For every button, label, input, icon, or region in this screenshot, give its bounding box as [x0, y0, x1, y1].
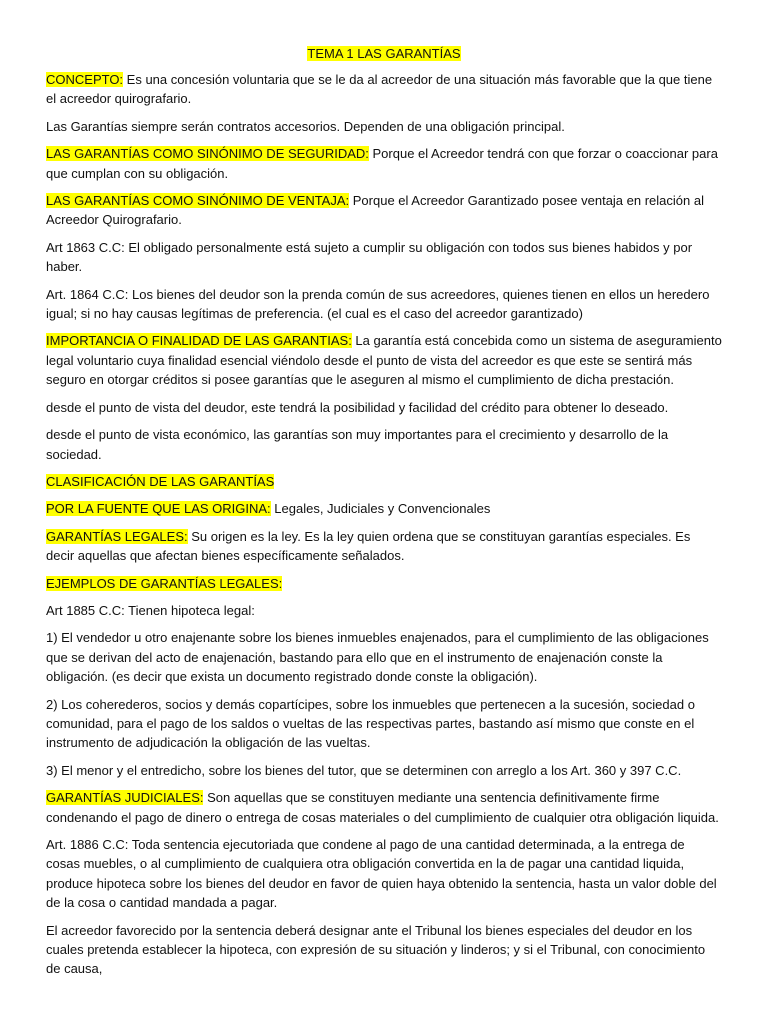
paragraph-text: Art 1885 C.C: Tienen hipoteca legal:	[46, 602, 255, 618]
paragraph-text: La garantía está concebida como un sistema de aseguramiento legal voluntario cuya finalidad esencial viéndolo desde el punto de vista del acreedor es que este se sentirá más seguro en otorgar créditos si posee garantías que le aseguren al mismo el cumplimiento de dicha prestación.	[46, 333, 722, 388]
paragraph-label: LAS GARANTÍAS COMO SINÓNIMO DE SEGURIDAD:	[46, 146, 369, 162]
paragraph-text: El acreedor favorecido por la sentencia deberá designar ante el Tribunal los bienes especiales del deudor en los cuales pretenda establecer la hipoteca, con expresión de su situación y linderos; y si el Tribunal, con conocimiento de causa,	[46, 922, 706, 977]
paragraph-label: CONCEPTO:	[46, 72, 124, 87]
paragraph-text: desde el punto de vista económico, las garantías son muy importantes para el crecimiento y desarrollo de la sociedad.	[46, 427, 669, 462]
paragraph-art-1885	[46, 601, 722, 620]
paragraph-garantias-judiciales	[46, 788, 722, 827]
paragraph-text: Porque el Acreedor tendrá con que forzar o coaccionar para que cumplan con su obligación.	[46, 146, 718, 181]
paragraph-text: Son aquellas que se constituyen mediante una sentencia definitivamente firme condenando el pago de dinero o entrega de cosas materiales o del cumplimiento de cualquier otra obligación liquida.	[46, 790, 719, 825]
paragraph-label: GARANTÍAS JUDICIALES:	[46, 790, 204, 806]
paragraph-text: Las Garantías siempre serán contratos accesorios. Dependen de una obligación principal.	[46, 118, 565, 134]
paragraph-ventaja	[46, 191, 722, 230]
paragraph-text: 2) Los coherederos, socios y demás copartícipes, sobre los inmuebles que pertenecen a la sucesión, sociedad o comunidad, para el pago de los saldos o vueltas de las respectivas partes, bastando así mismo que conste en el instrumento de adjudicación la obligación de las vueltas.	[46, 696, 695, 751]
heading-clasificacion	[46, 472, 722, 491]
paragraph-text: Porque el Acreedor Garantizado posee ventaja en relación al Acreedor Quirografario.	[46, 193, 704, 228]
paragraph-label: EJEMPLOS DE GARANTÍAS LEGALES:	[46, 575, 283, 591]
paragraph-item-1	[46, 628, 722, 686]
paragraph-importancia	[46, 331, 722, 389]
paragraph-art-1863	[46, 238, 722, 277]
paragraph-label: IMPORTANCIA O FINALIDAD DE LAS GARANTIAS:	[46, 333, 352, 349]
paragraph-label: POR LA FUENTE QUE LAS ORIGINA:	[46, 501, 271, 517]
paragraph-contratos-accesorios	[46, 117, 722, 136]
paragraph-label: GARANTÍAS LEGALES:	[46, 528, 188, 544]
paragraph-text: Su origen es la ley. Es la ley quien ordena que se constituyan garantías especiales. Es decir aquellas que afectan bienes específicamente señalados.	[46, 528, 691, 564]
paragraph-text: 3) El menor y el entredicho, sobre los bienes del tutor, que se determinen con arreglo a los Art. 360 y 397 C.C.	[46, 762, 682, 778]
paragraph-concepto	[46, 70, 722, 109]
paragraph-text: Art. 1864 C.C: Los bienes del deudor son la prenda común de sus acreedores, quienes tienen en ellos un heredero igual; si no hay causas legítimas de preferencia. (el cual es el caso del acreedor garantizado)	[46, 286, 710, 322]
paragraph-art-1864	[46, 285, 722, 324]
paragraph-text: Art 1863 C.C: El obligado personalmente está sujeto a cumplir su obligación con todos sus bienes habidos y por haber.	[46, 239, 693, 275]
title-highlight: TEMA 1 LAS GARANTÍAS	[307, 46, 461, 61]
paragraph-text: Legales, Judiciales y Convencionales	[270, 501, 491, 517]
paragraph-fuente	[46, 499, 722, 518]
paragraph-item-2	[46, 695, 722, 753]
document-title	[46, 44, 722, 63]
paragraph-punto-vista-economico	[46, 425, 722, 464]
paragraph-punto-vista-deudor	[46, 398, 722, 417]
paragraph-acreedor-favorecido	[46, 921, 722, 979]
paragraph-label: LAS GARANTÍAS COMO SINÓNIMO DE VENTAJA:	[46, 193, 350, 209]
paragraph-item-3	[46, 761, 722, 780]
paragraph-text: desde el punto de vista del deudor, este tendrá la posibilidad y facilidad del crédito para obtener lo deseado.	[46, 399, 669, 415]
paragraph-label: CLASIFICACIÓN DE LAS GARANTÍAS	[46, 473, 275, 489]
paragraph-text: Art. 1886 C.C: Toda sentencia ejecutoriada que condene al pago de una cantidad determinada, a la entrega de cosas muebles, o al cumplimiento de cualquiera otra obligación convertida en la de pagar una cantidad liquida, produce hipoteca sobre los bienes del deudor en favor de quien haya obtenido la sentencia, hasta un valor doble del de la cosa o cantidad mandada a pagar.	[46, 837, 717, 911]
paragraph-garantias-legales	[46, 527, 722, 566]
paragraph-text: Es una concesión voluntaria que se le da al acreedor de una situación más favorable que la que tiene el acreedor quirografario.	[46, 72, 713, 107]
heading-ejemplos-legales	[46, 574, 722, 593]
paragraph-text: 1) El vendedor u otro enajenante sobre los bienes inmuebles enajenados, para el cumplimiento de las obligaciones que se derivan del acto de enajenación, bastando para ello que en el instrumento de enajenación conste la obligación. (es decir que exista un documento registrado donde conste la obligación).	[46, 630, 709, 685]
paragraph-art-1886	[46, 835, 722, 913]
paragraph-seguridad	[46, 144, 722, 183]
